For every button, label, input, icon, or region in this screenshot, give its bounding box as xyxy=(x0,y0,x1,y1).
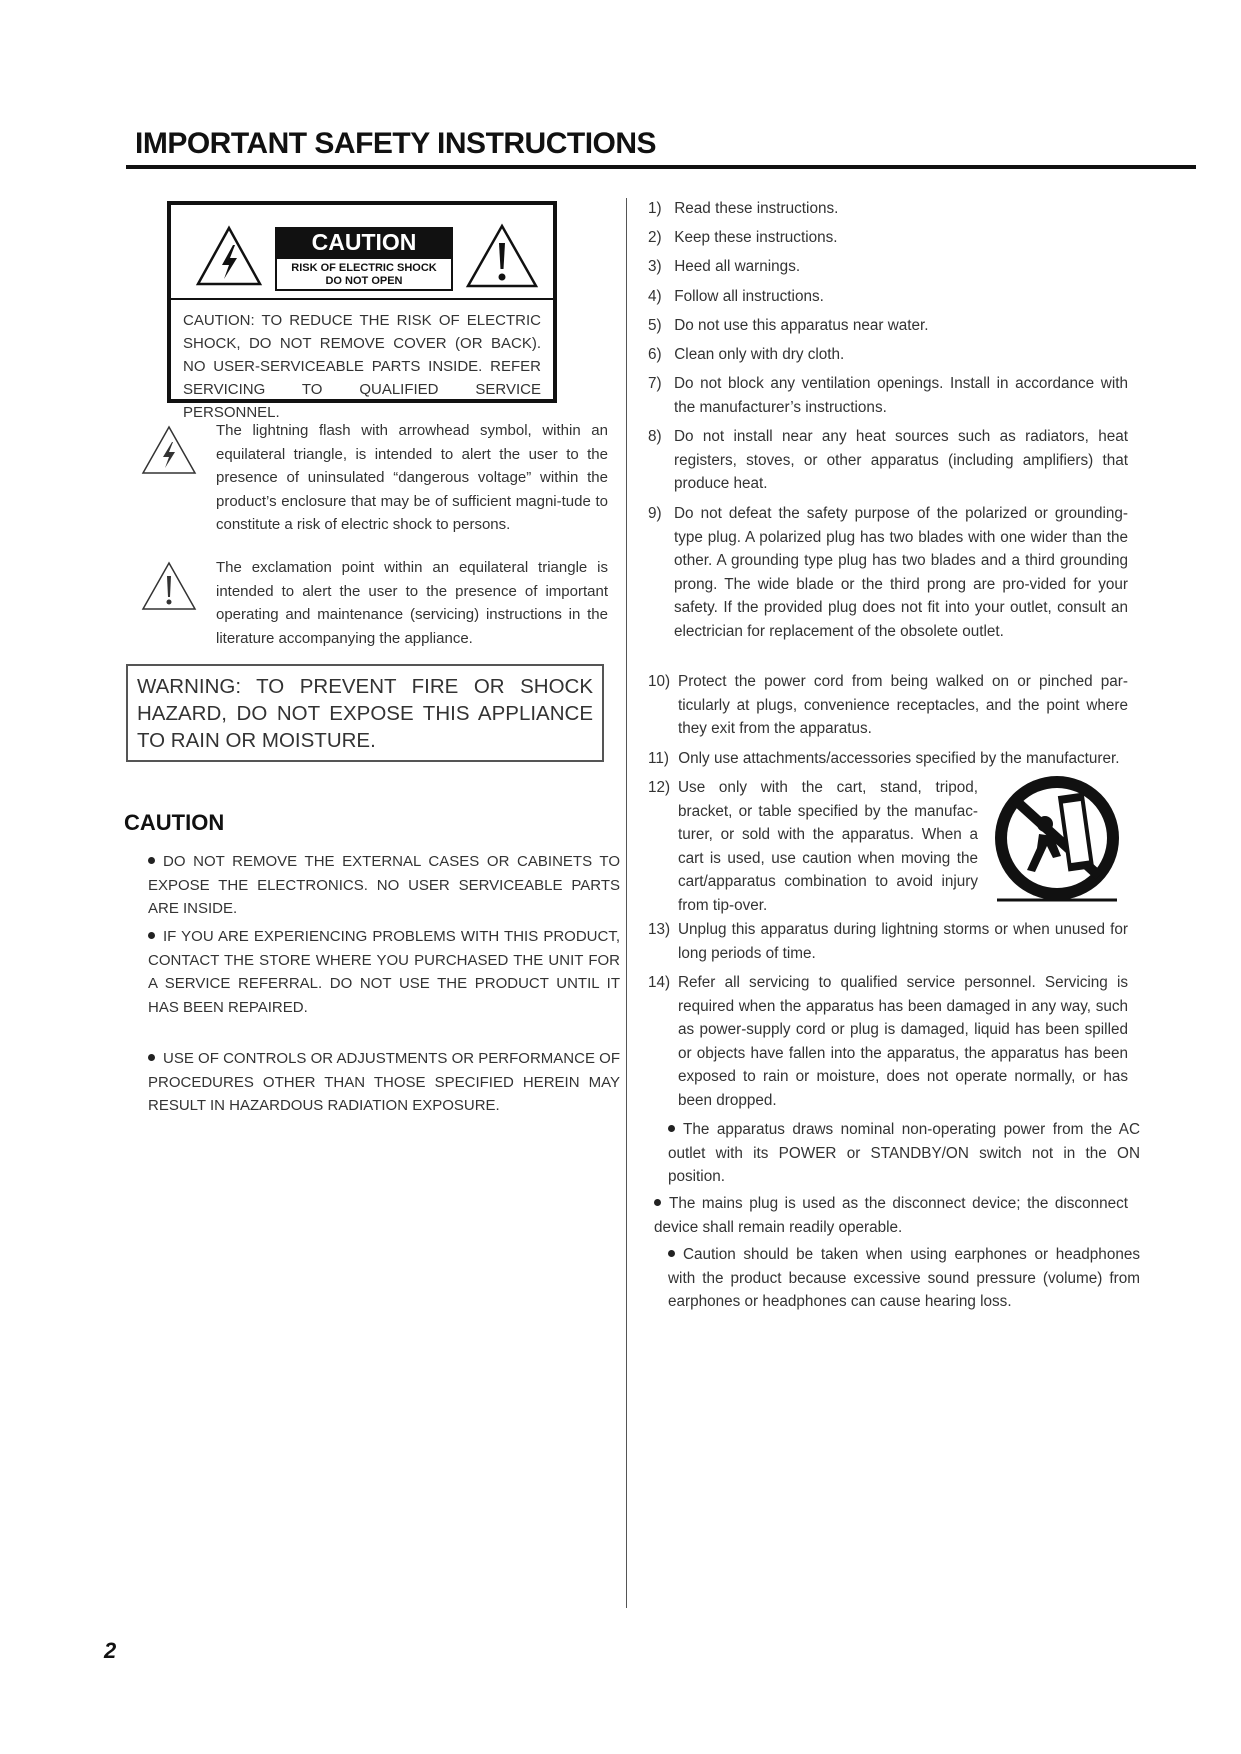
instruction-item: 12) Use only with the cart, stand, tripod, bracket, or table specified by the manufac-turer, or sold with the apparatus. When a cart is used, use caution when moving the cart/apparatus combination to avoid injury from tip-over. xyxy=(648,779,978,914)
instruction-item: 2) Keep these instructions. xyxy=(648,229,838,246)
caution-label: CAUTION xyxy=(275,227,453,257)
caution-box-header xyxy=(179,213,545,297)
caution-bullet-3 xyxy=(148,1047,620,1118)
caution-box-text: CAUTION: TO REDUCE THE RISK OF ELECTRIC SHOCK, DO NOT REMOVE COVER (OR BACK). NO USER-SERVICEABLE PARTS INSIDE. REFER SERVICING TO QUALIFIED SERVICE PERSONNEL. xyxy=(183,312,541,421)
caution-bullet-2 xyxy=(148,925,620,1019)
instruction-item: 7) Do not block any ventilation openings. Install in accordance with the manufacturer’s instructions. xyxy=(648,375,1128,416)
page-number: 2 xyxy=(104,1638,117,1663)
instruction-item: 6) Clean only with dry cloth. xyxy=(648,346,845,363)
page-title: IMPORTANT SAFETY INSTRUCTIONS xyxy=(135,127,657,160)
instruction-item: 14) Refer all servicing to qualified service personnel. Servicing is required when the apparatus has been damaged in any way, such as power-supply cord or plug is damaged, liquid has been spilled or objects have fallen into the apparatus, the apparatus has been exposed to rain or moisture, does not operate normally, or has been dropped. xyxy=(648,974,1128,1109)
caution-sub-line1: RISK OF ELECTRIC SHOCK xyxy=(291,262,437,274)
caution-bullet-text: USE OF CONTROLS OR ADJUSTMENTS OR PERFORMANCE OF PROCEDURES OTHER THAN THOSE SPECIFIED HEREIN MAY RESULT IN HAZARDOUS RADIATION EXPOSURE. xyxy=(148,1050,620,1114)
instruction-item: 10) Protect the power cord from being walked on or pinched par-ticularly at plugs, convenience receptacles, and the point where they exit from the apparatus. xyxy=(648,673,1128,737)
caution-sub-line2: DO NOT OPEN xyxy=(325,275,403,287)
warning-box: WARNING: TO PREVENT FIRE OR SHOCK HAZARD, DO NOT EXPOSE THIS APPLIANCE TO RAIN OR MOISTURE. xyxy=(126,664,604,762)
caution-box xyxy=(167,201,557,421)
lightning-symbol-icon xyxy=(140,424,198,476)
instruction-item: 11) Only use attachments/accessories specified by the manufacturer. xyxy=(648,750,1120,767)
caution-box-divider xyxy=(171,298,553,300)
bullet-icon xyxy=(148,932,155,939)
note-item: Caution should be taken when using earphones or headphones with the product because excessive sound pressure (volume) from earphones or headphones can cause hearing loss. xyxy=(668,1246,1140,1310)
cart-warning-icon xyxy=(987,772,1127,912)
instruction-item: 13) Unplug this apparatus during lightning storms or when unused for long periods of time. xyxy=(648,921,1128,962)
lightning-triangle-icon xyxy=(195,225,263,287)
exclamation-symbol-text: The exclamation point within an equilateral triangle is intended to alert the user to the presence of important operating and maintenance (servicing) instructions in the literature accompanying the appliance. xyxy=(216,559,608,647)
lightning-symbol-text: The lightning flash with arrowhead symbol, within an equilateral triangle, is intended to alert the user to the presence of uninsulated “dangerous voltage” within the product’s enclosure that may be of sufficient magni-tude to constitute a risk of electric shock to persons. xyxy=(216,422,608,533)
caution-sublabel xyxy=(275,257,453,291)
title-rule xyxy=(126,165,1196,169)
instruction-item: 1) Read these instructions. xyxy=(648,200,839,217)
bullet-icon xyxy=(148,857,155,864)
instruction-item: 5) Do not use this apparatus near water. xyxy=(648,317,929,334)
instruction-item: 9) Do not defeat the safety purpose of the polarized or grounding-type plug. A polarized plug has two blades with one wider than the other. A grounding type plug has two blades and a third grounding prong. The wide blade or the third prong are pro-vided for your safety. If the provided plug does not fit into your outlet, consult an electrician for replacement of the obsolete outlet. xyxy=(648,505,1128,640)
note-item: The mains plug is used as the disconnect device; the disconnect device shall remain readily operable. xyxy=(654,1195,1128,1236)
bullet-icon xyxy=(668,1125,675,1132)
bullet-icon xyxy=(654,1199,661,1206)
bullet-icon xyxy=(148,1054,155,1061)
exclamation-symbol-icon xyxy=(140,560,198,612)
instruction-item: 4) Follow all instructions. xyxy=(648,288,824,305)
note-item: The apparatus draws nominal non-operating power from the AC outlet with its POWER or STANDBY/ON switch not in the ON position. xyxy=(668,1121,1140,1185)
caution-bullet-text: IF YOU ARE EXPERIENCING PROBLEMS WITH THIS PRODUCT, CONTACT THE STORE WHERE YOU PURCHASED THE UNIT FOR A SERVICE REFERRAL. DO NOT USE THE PRODUCT UNTIL IT HAS BEEN REPAIRED. xyxy=(148,928,620,1016)
instruction-item: 3) Heed all warnings. xyxy=(648,258,801,275)
instruction-item: 8) Do not install near any heat sources such as radiators, heat registers, stoves, or other apparatus (including amplifiers) that produce heat. xyxy=(648,428,1128,492)
caution-bullet-1 xyxy=(148,850,620,921)
bullet-icon xyxy=(668,1250,675,1257)
column-divider xyxy=(626,198,627,1608)
caution-bullet-text: DO NOT REMOVE THE EXTERNAL CASES OR CABINETS TO EXPOSE THE ELECTRONICS. NO USER SERVICEABLE PARTS ARE INSIDE. xyxy=(148,853,620,917)
caution-heading: CAUTION xyxy=(124,810,225,835)
exclamation-triangle-icon xyxy=(465,223,539,289)
